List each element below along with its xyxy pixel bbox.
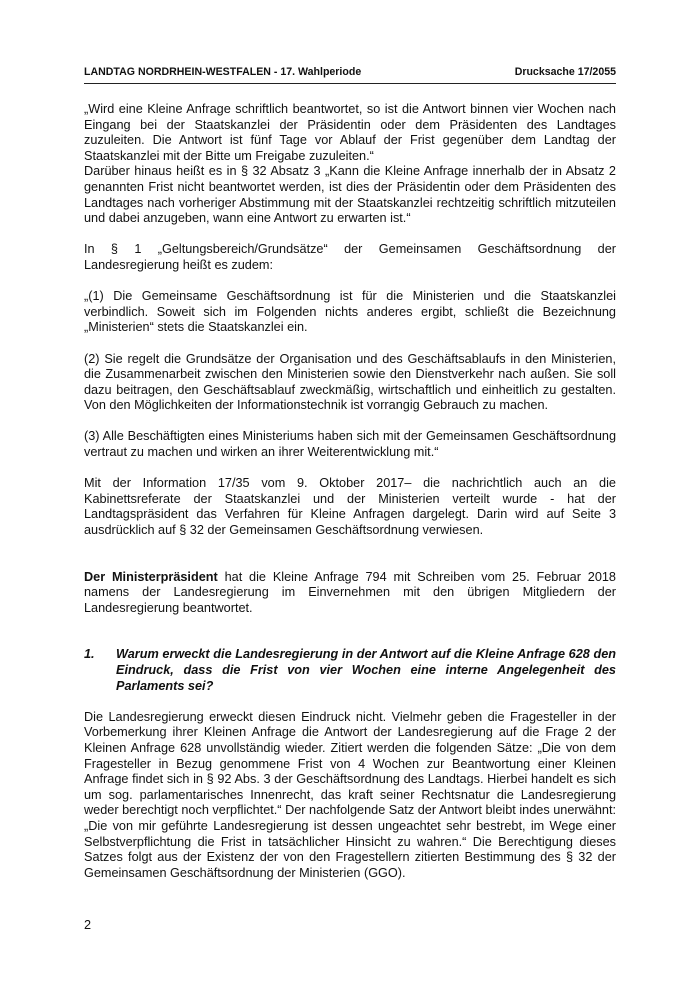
quote-paragraph-3: (2) Sie regelt die Grundsätze der Organisation und des Geschäftsablaufs in den Ministerien, die Zusammenarbeit zwischen den Ministerien sowie den Dienstverkehr nach außen. Sie soll dazu beitragen, den Geschäftsablauf zweckmäßig, wirtschaftlich und einheitlich zu gestalten. Von den Möglichkeiten der Informationstechnik ist vorrangig Gebrauch zu machen. <box>84 351 616 413</box>
document-number: Drucksache 17/2055 <box>514 66 616 78</box>
question-number: 1. <box>84 647 95 662</box>
answer-paragraph-1: Die Landesregierung erweckt diesen Eindruck nicht. Vielmehr geben die Fragesteller in der Vorbemerkung ihrer Kleinen Anfrage die Antwort der Landesregierung auf die Frage 2 der Kleinen Anfrage 628 unvollständig wieder. Zitiert werden die folgenden Sätze: „Die von dem Fragesteller in Bezug genommene Frist von 4 Wochen zur Beantwortung einer Kleinen Anfrage findet sich in § 92 Abs. 3 der Geschäftsordnung des Landtags. Hierbei handelt es sich um sog. parlamentarisches Innenrecht, das kraft seiner Rechtsnatur die Landesregierung weder berechtigt noch verpflichtet.“ Der nachfolgende Satz der Antwort bleibt indes unerwähnt: „Die von mir geführte Landesregierung ist dessen ungeachtet sehr bestrebt, im Wege einer Selbstverpflichtung die Frist in tatsächlicher Hinsicht zu wahren.“ Die Berechtigung dieses Satzes folgt aus der Existenz der von den Fragestellern zitierten Bestimmung des § 32 der Gemeinsamen Geschäftsordnung der Ministerien (GGO). <box>84 709 616 880</box>
page-header <box>84 66 616 78</box>
question-text: Warum erweckt die Landesregierung in der Antwort auf die Kleine Anfrage 628 den Eindruck, dass die Frist von vier Wochen eine interne Angelegenheit des Parlaments sei? <box>116 647 616 693</box>
header-divider <box>84 83 616 84</box>
quote-paragraph-4: (3) Alle Beschäftigten eines Ministeriums haben sich mit der Gemeinsamen Geschäftsordnung vertraut zu machen und wirken an ihrer Weiterentwicklung mit.“ <box>84 429 616 460</box>
paragraph-answer-intro <box>84 570 616 617</box>
header-title: LANDTAG NORDRHEIN-WESTFALEN - 17. Wahlperiode <box>84 66 362 78</box>
paragraph-section-1-intro: In § 1 „Geltungsbereich/Grundsätze“ der Gemeinsamen Geschäftsordnung der Landesregierung heißt es zudem: <box>84 242 616 272</box>
paragraph-section-32: Darüber hinaus heißt es in § 32 Absatz 3 „Kann die Kleine Anfrage innerhalb der in Absatz 2 genannten Frist nicht beantwortet werden, ist dies der Präsidentin oder dem Präsidenten des Landtages nach vorheriger Abstimmung mit der Staatskanzlei rechtzeitig schriftlich mitzuteilen und dabei anzugeben, wann eine Antwort zu erwarten ist.“ <box>84 164 616 226</box>
answer-author: Der Ministerpräsident <box>84 569 218 584</box>
answer-intro-text: hat die Kleine Anfrage 794 mit Schreiben vom 25. Februar 2018 namens der Landesregierung im Einvernehmen mit den übrigen Mitgliedern der Landesregierung beantwortet. <box>84 569 616 615</box>
quote-paragraph-1: „Wird eine Kleine Anfrage schriftlich beantwortet, so ist die Antwort binnen vier Wochen nach Eingang bei der Staatskanzlei der Präsidentin oder dem Präsidenten des Landtages zuzuleiten. Die Antwort ist fünf Tage vor Ablauf der Frist gegenüber dem Landtag der Staatskanzlei mit der Bitte um Freigabe zuzuleiten.“ <box>84 102 616 163</box>
quote-paragraph-2: „(1) Die Gemeinsame Geschäftsordnung ist für die Ministerien und die Staatskanzlei verbindlich. Soweit sich im Folgenden nichts anderes ergibt, schließt die Bezeichnung „Ministerien“ stets die Staatskanzlei ein. <box>84 289 616 335</box>
paragraph-information: Mit der Information 17/35 vom 9. Oktober 2017– die nachrichtlich auch an die Kabinettsreferate der Staatskanzlei und der Ministerien verteilt wurde - hat der Landtagspräsident das Verfahren für Kleine Anfragen dargelegt. Darin wird auf Seite 3 ausdrücklich auf § 32 der Gemeinsamen Geschäftsordnung verwiesen. <box>84 476 616 538</box>
document-body <box>84 102 616 881</box>
question-1 <box>84 647 616 694</box>
page-number: 2 <box>84 918 92 932</box>
